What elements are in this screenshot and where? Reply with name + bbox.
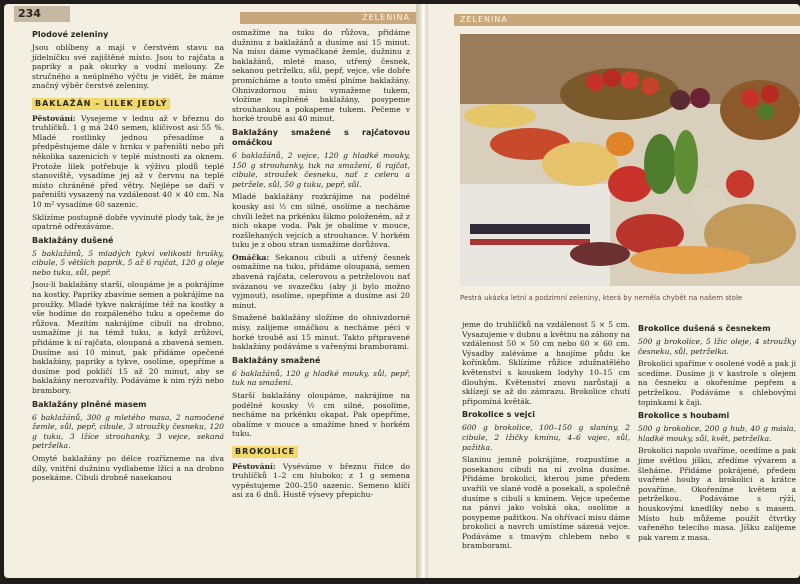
left-column-2: [232, 28, 410, 503]
heading-baklazany-smazene-omacka: Baklažány smažené s rajčatovou omáčkou: [232, 127, 410, 147]
paragraph: Sklízíme postupně dobře vyvinuté plody tak, že je opatrně odřezáváme.: [32, 212, 224, 232]
heading-plodove-zeleniny: Plodové zeleniny: [32, 30, 109, 39]
left-column-1: [32, 26, 224, 486]
recipe-ingredients: 6 baklažánů, 300 g mletého masa, 2 namočené žemle, sůl, pepř, cibule, 3 stroužky česneku, 120 g tuku, 3 lžíce strouhanky, 3 vejce, sekaná petrželka.: [32, 412, 224, 451]
paragraph: Mladé baklažány rozkrájíme na podélné kousky asi ½ cm silné, osolíme a necháme chvíli ležet na prkénku šikmo položeném, až z nich okape voda. Pak je obalíme v mouce, rozšlehaných vejcích a strouhance. V horkém tuku je z obou stran usmažíme dorůžova.: [232, 192, 410, 250]
recipe-ingredients: 6 baklažánů, 2 vejce, 120 g hladké mouky, 150 g strouhanky, tuk na smažení, 6 rajčat, cibule, stroužek česneku, nať z celeru a petržele, sůl, 50 g tuku, pepř, sůl.: [232, 150, 410, 189]
lead-label: Pěstování:: [32, 113, 76, 123]
paragraph: Slaninu jemně pokrájíme, rozpustíme a posekanou cibuli na ní zvolna dusíme. Přidáme brokolici, kterou jsme předem uvařili ve slané vodě a posekali, a společně dusíme s cibulí s kmínem. Vejce upečeme na pánvi jako volská oka, osolíme a posypeme pažitkou. Na ohřívací misu dáme brokolici a navrch umístíme sázená vejce. Podáváme s tmavým chlebem nebo s bramborami.: [462, 455, 630, 551]
banner-brokolice: BROKOLICE: [232, 446, 298, 458]
paragraph-omacka: [232, 253, 410, 311]
page-number: 234: [14, 6, 70, 22]
recipe-ingredients: 500 g brokolice, 200 g hub, 40 g másla, hladké mouky, sůl, květ, petrželka.: [638, 424, 796, 443]
paragraph-text: Vyséváme v březnu řídce do truhlíčků 1–2 cm hluboko; z 1 g semena vypěstujeme 200–250 sazenic. Semeno klíčí asi za 6 dnů. Hustě výsevy přepichu-: [232, 461, 410, 500]
paragraph-text: Vysejeme v lednu až v březnu do truhlíčků. 1 g má 240 semen, klíčivost asi 55 %. Mladé rostlinky jednou přesadíme a předpěstujeme dále v hrnku v pařeništi nebo při několika sazenicích v teplé místnosti za oknem. Protože lilek potřebuje k výživu plodů teplé stanoviště, vysadíme jej až v červnu na teplé místo chráněné před větry. Nejlépe se daří v pařeništi vysazený na vzdálenost 40 × 40 cm. Na 10 m² vysadíme 60 sazenic.: [32, 113, 224, 209]
paragraph: Jsou oblíbeny a mají v čerstvém stavu na jídelníčku své zajištěné místo. Jsou to rajčata a papriky a pak okurky a vodní melouny. Ze stručného a neúplného výčtu je vidět, že máme značný výběr čerstvé zeleniny.: [32, 43, 224, 91]
paragraph: Brokolici napolo uvaříme, ocedíme a pak jime světlou jíšku, zředíme vývarem a šleháme. Přidáme pokrájené, předem uvařené houby a brokolici a krátce povaříme. Okořeníme květem a petrželkou. Podáváme s rýží, houskovými knedlíky nebo s masem. Místo hub můžeme použít čtvrtky vařeného telecího masa. Jíšku zalijeme pak varem z masa.: [638, 446, 796, 542]
paragraph: jeme do truhlíčků na vzdálenost 5 × 5 cm. Vysazujeme v dubnu a květnu na záhony na vzdálenost 50 × 50 cm nebo 60 × 60 cm. Výsadby zaléváme a hnojíme půdu ke kořínkům. Sklízíme růžice zdužnatělého květenství s kouskem lodyhy 10–15 cm dlouhým. Květenství znovu narůstají a sklízejí se až do zámrazu. Brokolice chutí připomíná květák.: [462, 320, 630, 406]
heading-brokolice-s-houbami: Brokolice s houbami: [638, 411, 730, 421]
lead-label: Omáčka:: [232, 252, 270, 262]
heading-baklazany-plnene: Baklažány plněné masem: [32, 399, 147, 409]
vegetable-illustration: [460, 34, 800, 286]
paragraph: Starší baklažány oloupáme, nakrájíme na podélné kousky ½ cm silné, posolíme, necháme na prkénku okapat. Pak opepříme, obalíme v mouce a smažíme hned v horkém tuku.: [232, 391, 410, 439]
recipe-ingredients: 500 g brokolice, 5 lžic oleje, 4 stroužky česneku, sůl, petrželka.: [638, 337, 796, 356]
right-column-2: [638, 320, 796, 545]
paragraph: osmažíme na tuku do růžova, přidáme dužninu z baklažánů a dusíme asi 15 minut. Na misu dáme vymačkané žemle, dužninu z baklažánů, mleté maso, utřený česnek, sekanou petrželku, sůl, pepř, vejce, vše dobře promícháme a touto směsí plníme baklažány. Ohnivzdornou misu vymažeme tukem, vložíme naplněné baklažány, posypeme strouhankou a pokapeme tukem. Pečeme v horké troubě asi 40 minut.: [232, 28, 410, 124]
heading-brokolice-dusena: Brokolice dušená s česnekem: [638, 324, 771, 333]
lead-label: Pěstování:: [232, 461, 276, 471]
vegetable-photo: [460, 34, 800, 286]
recipe-ingredients: 6 baklažánů, 120 g hladké mouky, sůl, pepř, tuk na smažení.: [232, 368, 410, 388]
heading-brokolice-s-vejci: Brokolice s vejci: [462, 410, 535, 420]
section-header: ZELENINA: [454, 14, 800, 26]
paragraph: Brokolici spaříme v osolené vodě a pak ji scedíme. Dusíme ji v kastrole s olejem na česneku a okořeníme pepřem a petrželkou. Podáváme s chlebovými topinkami k čaji.: [638, 359, 796, 407]
recipe-ingredients: 600 g brokolice, 100–150 g slaniny, 2 cibule, 2 lžičky kmínu, 4–6 vajec, sůl, pažitka.: [462, 423, 630, 452]
recipe-ingredients: 5 baklažánů, 5 mladých tykví velikosti hrušky, cibule, 5 větších paprik, 5 až 6 rajčat, 120 g oleje nebo tuku, sůl, pepř.: [32, 248, 224, 277]
heading-baklazany-smazene: Baklažány smažené: [232, 355, 321, 365]
paragraph: Jsou-li baklažány starší, oloupáme je a pokrájíme na kostky. Papriky zbavíme semen a pokrájíme na proužky. Mladé tykve nakrájíme též na kostky a vše hodíme do rozpáleného tuku a opečeme do růžova. Mezitím nakrájíme cibuli na drobno, usmažíme ji na témž tuku, a když zrůžoví, přidáme k ní rajčata, oloupaná a zbavená semen. Dusíme asi 10 minut, pak přidáme opečené baklažány, papriky a tykve, osolíme, opepříme a dusíme pod pokličí 15 až 20 minut, aby se baklažány nerozvařily. Podáváme k nim rýži nebo brambory.: [32, 280, 224, 395]
banner-baklazan: BAKLAŽÁN – LILEK JEDLÝ: [32, 98, 170, 110]
left-page: [4, 4, 416, 578]
heading-baklazany-dusene: Baklažány dušené: [32, 235, 114, 245]
photo-caption: Pestrá ukázka letní a podzimní zeleniny, která by neměla chybět na našem stole: [460, 294, 743, 302]
paragraph: Smažené baklažány složíme do ohnivzdorné misy, zalijeme omáčkou a necháme péci v horké troubě asi 15 minut. Takto připravené baklažány podáváme s vařenými bramborami.: [232, 313, 410, 352]
right-column-1: [462, 320, 630, 554]
book-gutter: [416, 4, 428, 578]
right-page: [428, 4, 800, 578]
paragraph-pestovani: [232, 462, 410, 500]
section-header: ZELENINA: [240, 12, 416, 24]
paragraph-pestovani: [32, 114, 224, 210]
paragraph-text: Sekanou cibuli a utřený česnek osmažíme na tuku, přidáme oloupaná, semen zbavená rajčata, celerovou a petrželovou nať svázanou ve svazečku (aby ji bylo možno vyjmout), osolíme, opepříme a dusíme asi 20 minut.: [232, 252, 410, 310]
paragraph: Omyté baklažány po délce rozřízneme na dva díly, vnitřní dužninu vydlabeme lžící a na drobno posekáme. Cibuli drobně nasekanou: [32, 453, 224, 483]
